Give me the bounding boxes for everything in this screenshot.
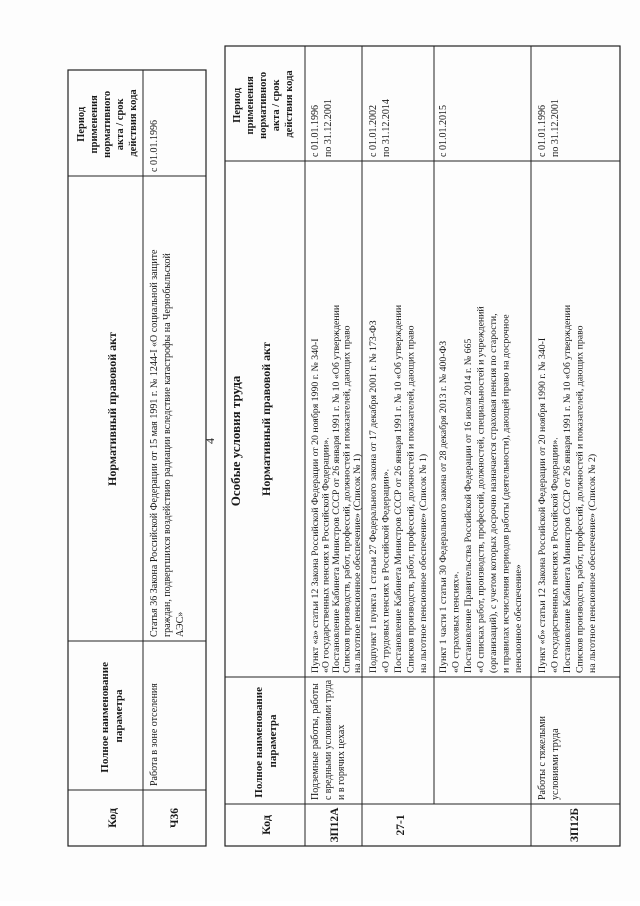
t2-row-name-line: и в горячих цехах <box>336 724 347 800</box>
t2-row-period <box>310 99 334 157</box>
t2-row-code: ЗП12А <box>329 807 341 843</box>
t2-header-period-line: акта / срок <box>271 79 282 132</box>
t1-row-act-line: АЭС» <box>175 611 186 637</box>
t1-header-period-line: акта / срок <box>115 98 126 151</box>
t2-row-act <box>537 302 598 673</box>
t2-row-code: ЗП12Б <box>569 807 581 843</box>
t2-row-period <box>537 99 561 157</box>
t2-row-period-line: с 01.01.1996 <box>310 105 321 157</box>
t1-row-act-line: Статья 36 Закона Российской Федерации от 15 мая 1991 г. № 1244-I «О социальной защите <box>149 249 160 637</box>
t2-header-act: Нормативный правовой акт <box>259 342 273 496</box>
table-1 <box>68 70 206 846</box>
t2-row-period-line: с 01.01.2002 <box>368 105 379 157</box>
t2-row-act-line: и правилах исчисления периодов работы (деятельности), дающей право на досрочное <box>500 314 512 673</box>
page-number: 4 <box>203 438 217 444</box>
t2-header-code: Код <box>259 815 273 835</box>
t2-header-period-line: нормативного <box>258 71 269 139</box>
t2-row-act-line: Списков производств, работ, профессий, должностей и показателей, дающих право <box>574 325 586 673</box>
t2-row-name <box>537 714 561 800</box>
t2-row-period: с 01.01.2015 <box>438 105 449 157</box>
t1-row-name: Работа в зоне отселения <box>149 683 160 786</box>
t1-row-code: Ч36 <box>169 808 181 828</box>
t2-row-act-line: Постановление Правительства Российской Федерации от 16 июля 2014 г. № 665 <box>463 338 474 673</box>
t1-row-act-line: граждан, подвергшихся воздействию радиации вследствие катастрофы на Чернобыльской <box>162 253 173 637</box>
t2-row-act-line: «О списках работ, производств, профессий, должностей, специальностей и учреждений <box>475 306 487 673</box>
t1-header-period-line: применения <box>89 95 100 154</box>
t2-row-act-line: Подпункт 1 пункта 1 статьи 27 Федерального закона от 17 декабря 2001 г. № 173-ФЗ <box>368 320 379 673</box>
t2-row-act-line: «О страховых пенсиях». <box>450 571 462 673</box>
t1-row-period: с 01.01.1996 <box>149 120 160 172</box>
t2-row-act-line: пенсионное обеспечение» <box>513 564 524 673</box>
t2-row-act-line: Списков производств, работ, профессий, должностей и показателей, дающих право <box>405 325 417 673</box>
t1-header-period-line: действия кода <box>128 89 139 157</box>
t2-header-period-line: Период <box>232 87 243 123</box>
t2-row-period-line: с 01.01.1996 <box>537 105 548 157</box>
t1-header-period-line: Период <box>76 106 87 142</box>
t1-header-act: Нормативный правовой акт <box>105 332 119 486</box>
t2-row-act <box>438 304 524 673</box>
t2-row-name-line: условиями труда <box>550 728 561 800</box>
t2-row-period-line: по 31.12.2014 <box>381 99 392 157</box>
t2-header-name <box>253 684 279 797</box>
t2-row-act-line: Постановление Кабинета Министров СССР от 26 января 1991 г. № 10 «Об утверждении <box>562 304 573 673</box>
t2-row-act-line: Постановление Кабинета Министров СССР от 26 января 1991 г. № 10 «Об утверждении <box>393 304 404 673</box>
t2-row-act-line: «О государственных пенсиях в Российской Федерации». <box>549 437 561 673</box>
t2-row-name-line: Работы с тяжелыми <box>537 716 548 800</box>
t1-header-period-line: нормативного <box>102 90 113 158</box>
t2-row-act <box>368 302 429 673</box>
t2-header-name-line: Полное наименование <box>253 687 265 798</box>
t2-row-act-line: (организаций), с учетом которых досрочно назначается страховая пенсия по старости, <box>488 313 499 673</box>
t2-header-period <box>232 69 295 139</box>
t2-row-act-line: на льготное пенсионное обеспечение» (Список № 2) <box>587 453 598 673</box>
t2-row-act-line: «О государственных пенсиях в Российской Федерации». <box>320 437 332 673</box>
t2-row-period-line: по 31.12.2001 <box>323 99 334 157</box>
t2-row-act-line: Пункт «б» статьи 12 Закона Российской Федерации от 20 ноября 1990 г. № 340-I <box>537 337 548 673</box>
t2-row-period-line: по 31.12.2001 <box>550 99 561 157</box>
t2-row-act-line: Пункт «а» статьи 12 Закона Российской Федерации от 20 ноября 1990 г. № 340-I <box>310 338 321 673</box>
section-title: Особые условия труда <box>228 375 243 507</box>
t1-header-name <box>99 659 125 772</box>
t2-row-act-line: «О трудовых пенсиях в Российской Федерации». <box>380 468 392 673</box>
t1-header-code: Код <box>105 808 119 828</box>
t2-row-code: 27-1 <box>395 814 407 836</box>
t2-row-act-line: Пункт 1 части 1 статьи 30 Федерального закона от 28 декабря 2013 г. № 400-ФЗ <box>438 340 449 673</box>
t2-row-act-line: на льготное пенсионное обеспечение» (Список № 1) <box>352 453 363 673</box>
t2-header-period-line: применения <box>245 76 256 135</box>
t2-row-name-line: с вредными условиями труда <box>323 676 334 800</box>
t2-row-name <box>310 678 347 801</box>
table-2 <box>225 46 620 846</box>
t1-header-period <box>76 88 139 158</box>
t2-row-act-line: Постановление Кабинета Министров СССР от 26 января 1991 г. № 10 «Об утверждении <box>331 304 342 673</box>
t2-row-act-line: на льготное пенсионное обеспечение» (Список № 1) <box>418 453 429 673</box>
t2-header-name-line: параметра <box>267 714 279 768</box>
t2-row-act <box>310 302 363 673</box>
t1-row-act <box>149 247 186 637</box>
t1-header-name-line: Полное наименование <box>99 662 111 773</box>
t2-row-name-line: Подземные работы, работы <box>310 683 321 800</box>
t1-header-name-line: параметра <box>113 689 125 743</box>
t2-row-period <box>368 99 392 157</box>
rotated-content <box>68 46 620 846</box>
t2-header-period-line: действия кода <box>284 70 295 138</box>
t2-row-act-line: Списков производств, работ, профессий, должностей и показателей, дающих право <box>341 325 353 673</box>
